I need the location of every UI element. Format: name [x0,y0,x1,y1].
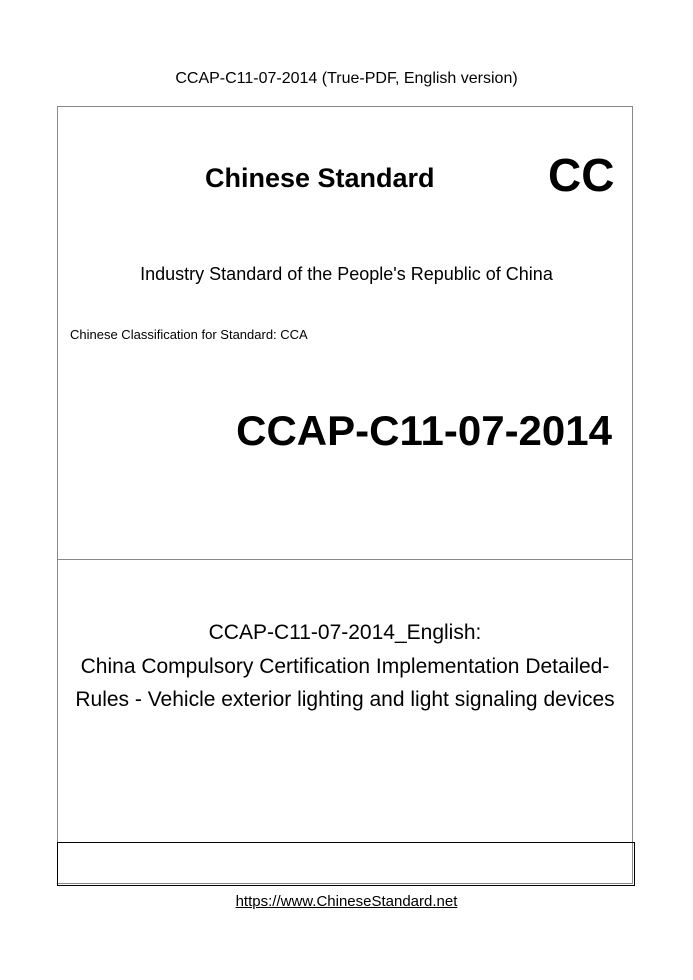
cover-heading: Chinese Standard [205,163,435,193]
document-title [57,616,633,717]
document-header: CCAP-C11-07-2014 (True-PDF, English version) [175,70,518,87]
bottom-frame [57,842,635,886]
cover-frame [57,106,633,884]
classification-text: Chinese Classification for Standard: CCA [70,327,308,342]
website-link[interactable]: https://www.ChineseStandard.net [235,893,458,910]
footer [0,893,693,910]
industry-standard-text: Industry Standard of the People's Republic of China [140,264,553,284]
cc-logo: CC [548,149,615,201]
section-divider [57,559,633,560]
title-line: China Compulsory Certification Implementation Detailed- [80,654,610,678]
title-line: CCAP-C11-07-2014_English: [208,621,482,644]
standard-code: CCAP-C11-07-2014 [236,407,612,454]
title-line: Rules - Vehicle exterior lighting and light signaling devices [75,688,615,711]
